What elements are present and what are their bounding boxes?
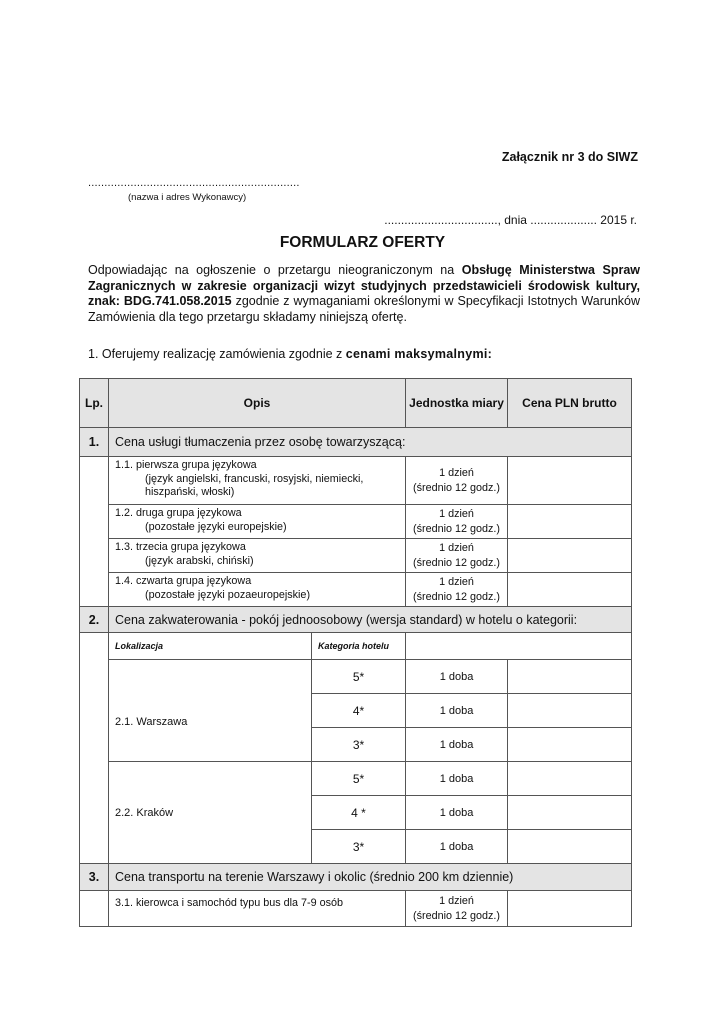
unit-night: 1 doba — [406, 694, 508, 728]
price-input[interactable] — [508, 830, 632, 864]
item-1-1-line2: (język angielski, francuski, rosyjski, niemiecki, — [145, 472, 364, 485]
item-1-1-line1: 1.1. pierwsza grupa językowa — [115, 459, 257, 471]
item-1-4-price-input[interactable] — [508, 573, 632, 607]
point-1 — [88, 347, 492, 361]
intro-text-1: Odpowiadając na ogłoszenie o przetargu nieograniczonym na — [88, 263, 462, 277]
price-input[interactable] — [508, 728, 632, 762]
table-row — [80, 539, 632, 573]
hotel-category: 4* — [312, 694, 406, 728]
section-3-title: Cena transportu na terenie Warszawy i okolic (średnio 200 km dziennie) — [109, 864, 632, 891]
header-lp: Lp. — [80, 379, 109, 428]
table-header-row — [80, 379, 632, 428]
section-2-lp-cell — [80, 633, 109, 864]
hotel-category: 5* — [312, 660, 406, 694]
point-1-bold: cenami maksymalnymi: — [345, 347, 493, 361]
col-location: Lokalizacja — [109, 633, 312, 660]
price-input[interactable] — [508, 694, 632, 728]
table-row — [80, 457, 632, 505]
intro-text-2: zgodnie z wymaganiami określonymi w Specyfikacji Istotnych Warunków Zamówienia dla tego przetargu składamy niniejszą ofertę. — [88, 294, 640, 324]
unit-night: 1 doba — [406, 830, 508, 864]
unit-night: 1 doba — [406, 762, 508, 796]
section-3-number: 3. — [80, 864, 109, 891]
unit-night: 1 doba — [406, 660, 508, 694]
unit-hours: (średnio 12 godz.) — [413, 909, 501, 922]
item-1-2-line1: 1.2. druga grupa językowa — [115, 507, 242, 519]
item-1-1 — [109, 457, 406, 505]
item-1-3 — [109, 539, 406, 573]
annex-label: Załącznik nr 3 do SIWZ — [501, 150, 638, 164]
price-input[interactable] — [508, 796, 632, 830]
unit-day: 1 dzień — [439, 466, 474, 479]
item-3-1-price-input[interactable] — [508, 891, 632, 927]
unit-hours: (średnio 12 godz.) — [413, 556, 501, 569]
price-input[interactable] — [508, 660, 632, 694]
price-input[interactable] — [508, 762, 632, 796]
table-row — [80, 762, 632, 796]
point-1-text: 1. Oferujemy realizację zamówienia zgodnie z — [88, 347, 346, 361]
unit-night: 1 doba — [406, 796, 508, 830]
item-1-3-unit — [406, 539, 508, 573]
section-1-lp-cell — [80, 457, 109, 607]
date-line[interactable]: .................................., dnia .................... 2015 r. — [384, 213, 637, 227]
section-3-row — [80, 864, 632, 891]
intro-paragraph — [88, 263, 640, 325]
item-1-1-line3: hiszpański, włoski) — [145, 486, 235, 498]
section-1-number: 1. — [80, 428, 109, 457]
item-1-4 — [109, 573, 406, 607]
header-unit: Jednostka miary — [406, 379, 508, 428]
unit-day: 1 dzień — [439, 894, 474, 907]
contractor-name-field[interactable]: ................................................................. — [88, 177, 300, 189]
section-2-title: Cena zakwaterowania - pokój jednoosobowy (wersja standard) w hotelu o kategorii: — [109, 607, 632, 633]
item-1-3-line1: 1.3. trzecia grupa językowa — [115, 541, 246, 553]
hotel-category: 3* — [312, 728, 406, 762]
unit-hours: (średnio 12 godz.) — [413, 590, 501, 603]
unit-night: 1 doba — [406, 728, 508, 762]
location-krakow: 2.2. Kraków — [109, 762, 312, 864]
item-1-2-line2: (pozostałe języki europejskie) — [145, 520, 287, 533]
contractor-caption: (nazwa i adres Wykonawcy) — [128, 192, 247, 203]
hotel-category: 4 * — [312, 796, 406, 830]
item-1-2 — [109, 505, 406, 539]
item-1-4-unit — [406, 573, 508, 607]
item-1-1-price-input[interactable] — [508, 457, 632, 505]
header-opis: Opis — [109, 379, 406, 428]
table-row — [80, 891, 632, 927]
section-2-subheader — [80, 633, 632, 660]
subheader-empty — [406, 633, 632, 660]
item-1-4-line2: (pozostałe języki pozaeuropejskie) — [145, 588, 311, 601]
col-category: Kategoria hotelu — [312, 633, 406, 660]
table-row — [80, 505, 632, 539]
hotel-category: 3* — [312, 830, 406, 864]
table-row — [80, 573, 632, 607]
location-warsaw: 2.1. Warszawa — [109, 660, 312, 762]
hotel-category: 5* — [312, 762, 406, 796]
section-1-row — [80, 428, 632, 457]
item-1-3-line2: (język arabski, chiński) — [145, 554, 254, 567]
section-2-number: 2. — [80, 607, 109, 633]
unit-day: 1 dzień — [439, 507, 474, 520]
item-1-4-line1: 1.4. czwarta grupa językowa — [115, 575, 252, 587]
section-2-row — [80, 607, 632, 633]
item-3-1-unit — [406, 891, 508, 927]
section-1-title: Cena usługi tłumaczenia przez osobę towarzyszącą: — [109, 428, 632, 457]
unit-day: 1 dzień — [439, 541, 474, 554]
offer-table — [79, 378, 632, 927]
section-3-lp-cell — [80, 891, 109, 927]
item-3-1: 3.1. kierowca i samochód typu bus dla 7-9 osób — [109, 891, 406, 927]
unit-hours: (średnio 12 godz.) — [413, 522, 501, 535]
header-price: Cena PLN brutto — [508, 379, 632, 428]
item-1-2-price-input[interactable] — [508, 505, 632, 539]
intro-bold: Obsługę Ministerstwa Spraw Zagranicznych w zakresie organizacji wizyt studyjnych przedstawicieli środowisk kultury, znak: BDG.741.058.2015 — [88, 263, 640, 309]
page-title: FORMULARZ OFERTY — [279, 234, 446, 251]
unit-day: 1 dzień — [439, 575, 474, 588]
item-1-2-unit — [406, 505, 508, 539]
unit-hours: (średnio 12 godz.) — [413, 481, 501, 494]
item-1-3-price-input[interactable] — [508, 539, 632, 573]
table-row — [80, 660, 632, 694]
item-1-1-unit — [406, 457, 508, 505]
